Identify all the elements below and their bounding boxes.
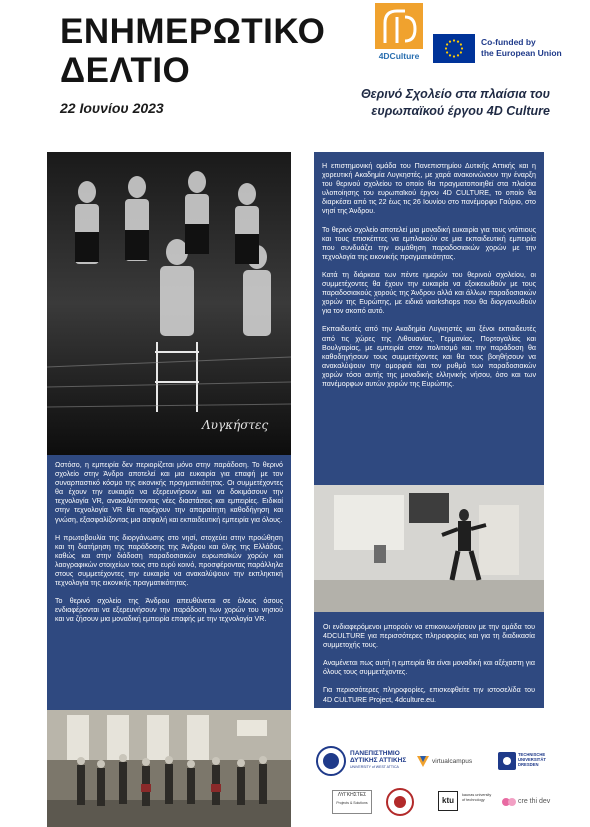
eu-line-1: Co-funded by	[481, 37, 536, 47]
4dculture-logo-text: 4DCulture	[378, 51, 420, 61]
vr-demo-image	[314, 485, 544, 612]
dance-troupe-image	[47, 152, 291, 455]
eu-cofunded-badge	[433, 34, 583, 64]
left-text-panel	[47, 455, 291, 710]
paragraph: Αναμένεται πως αυτή η εμπειρία θα είναι μοναδική και αξέχαστη για όλους τους συμμετέχοντες.	[323, 659, 535, 677]
virtualcampus-logo: virtualcampus	[432, 758, 473, 765]
4dculture-logo-icon	[375, 3, 423, 49]
group-dance-image	[47, 710, 291, 827]
partner-logos	[312, 744, 590, 827]
group-dance-photo	[47, 710, 291, 827]
eu-flag-icon	[433, 34, 475, 63]
subtitle-line-2: ευρωπαϊκού έργου 4D Culture	[371, 104, 550, 118]
uniwa-logo	[350, 750, 406, 771]
4dculture-logo	[375, 3, 423, 67]
subtitle-line-1: Θερινό Σχολείο στα πλαίσια του	[360, 87, 550, 101]
uniwa-line-1: ΠΑΝΕΠΙΣΤΗΜΙΟ	[350, 750, 400, 757]
virtualcampus-icon	[416, 754, 430, 768]
title-line-1: ΕΝΗΜΕΡΩΤΙΚΟ	[60, 12, 326, 51]
vr-demo-photo	[314, 485, 544, 612]
ktu-subtitle: kaunas university of technology	[462, 793, 492, 802]
dance-photo-caption: Λυγκήστες	[202, 418, 269, 432]
newsletter-subtitle	[300, 86, 550, 120]
uniwa-line-3: UNIVERSITY of WEST ATTICA	[350, 765, 399, 769]
paragraph: Ωστόσο, η εμπειρία δεν περιορίζεται μόνο στην παράδοση. Το θερινό σχολείο στην Άνδρο αποτελεί και μια ευκαιρία για επαφή με τον συναρπαστικό κόσμο της εικονικής πραγματικότητας. Οι συμμετέχοντες θα έχουν την ευκαιρία να εξερευνήσουν και να δοκιμάσουν την τεχνολογία VR, ανακαλύπτοντας νέες διαστάσεις και εμπειρίες. Ειδικοί στην τεχνολογία VR θα παρέχουν την απαραίτητη καθοδήγηση και γνώση, εξασφαλίζοντας μια ασφαλή και εκπαιδευτική εμπειρία για όλους.	[55, 461, 283, 524]
title-line-2: ΔΕΛΤΙΟ	[60, 51, 191, 90]
uniwa-line-2: ΔΥΤΙΚΗΣ ΑΤΤΙΚΗΣ	[350, 757, 407, 764]
tud-line-2: UNIVERSITÄT	[518, 757, 546, 762]
lygkistes-text: ΛΥΓΚΗΣΤΕΣ	[337, 792, 367, 798]
paragraph: Οι ενδιαφερόμενοι μπορούν να επικοινωνήσουν με την ομάδα του 4DCULTURE για περισσότερες πληροφορίες και για τη διαδικασία συμμετοχής τους.	[323, 623, 535, 650]
right-bottom-text-panel	[314, 612, 544, 708]
right-top-text-panel	[314, 152, 544, 485]
crethidev-logo: cre thi dev	[518, 798, 551, 805]
lygkistes-logo	[332, 790, 372, 814]
eu-line-2: the European Union	[481, 48, 562, 58]
tud-line-3: DRESDEN	[518, 762, 539, 767]
publication-date: 22 Ιουνίου 2023	[60, 100, 164, 116]
uniwa-seal-icon	[316, 746, 346, 776]
dance-troupe-photo	[47, 152, 291, 455]
paragraph: Η επιστημονική ομάδα του Πανεπιστημίου Δυτικής Αττικής και η χορευτική Ακαδημία Λυγκηστές, με χαρά ανακοινώνουν την έναρξη του θερινού σχολείου το οποίο θα πραγματοποιηθεί στα πλαίσια υλοποίησης του ευρωπαϊκού έργου 4D CULTURE, το οποίο θα διαρκέσει από τις 22 έως τις 26 Ιουνίου στο πανέμορφο Γαύριο, στο νησί της Άνδρου.	[322, 162, 536, 216]
paragraph: Η πρωτοβουλία της διοργάνωσης στο νησί, στοχεύει στην προώθηση και τη διατήρηση της παράδοσης της Άνδρου και όλης της Ελλάδας, καθώς και στην διάδοση παραδοσιακών ευρωπαϊκών χορών και λαογραφικών στοιχείων τους στο ευρύ κοινό, προσφέροντας παράλληλα στους συμμετέχοντες την ευκαιρία να ανακαλύψουν την εκπληκτική τεχνολογία της εικονικής πραγματικότητας.	[55, 533, 283, 588]
eu-cofunded-text	[481, 37, 562, 59]
crethidev-icon	[502, 796, 516, 808]
projects-text: Projects & Solutions	[336, 801, 368, 805]
paragraph: Κατά τη διάρκεια των πέντε ημερών του θερινού σχολείου, οι συμμετέχοντες θα έχουν την ευκαιρία να εξοικειωθούν με τους παραδοσιακούς χορούς της Άνδρου αλλά και άλλων παραδοσιακών χορών της Ευρώπης, με ειδικά workshops που θα διοργανωθούν για τον σκοπό αυτό.	[322, 270, 536, 316]
ktu-logo: ktu	[438, 791, 458, 811]
page-title	[60, 12, 326, 90]
paragraph: Εκπαιδευτές από την Ακαδημία Λυγκηστές και ξένοι εκπαιδευτές από τις χώρες της Λιθουανίας, Γερμανίας, Πορτογαλίας και Βουλγαρίας, με εμπειρία στον πολιτισμό και την παράδοση θα καθοδηγήσουν τους συμμετέχοντες και θα τους βοηθήσουν να ανακαλύψουν την ομορφιά και τον ρυθμό των παραδοσιακών χορών τόσο αυτής της μοναδικής ελληνικής νήσου, όσο και των πανέμορφων αυτών χορών της Ευρώπης.	[322, 325, 536, 388]
tud-line-1: TECHNISCHE	[518, 752, 546, 757]
tud-logo	[518, 752, 546, 767]
academy-seal-icon	[386, 788, 414, 816]
paragraph: Για περισσότερες πληροφορίες, επισκεφθείτε την ιστοσελίδα του 4D CULTURE Project, 4dculture.eu.	[323, 686, 535, 704]
paragraph: Το θερινό σχολείο της Άνδρου απευθύνεται σε όλους όσους ενδιαφέρονται να εξερευνήσουν την παράδοση των χορών του νησιού και να ζήσουν μια μοναδική εμπειρία επαφής με την τεχνολογία VR.	[55, 597, 283, 624]
tud-logo-icon	[498, 752, 516, 770]
paragraph: Το θερινό σχολείο αποτελεί μια μοναδική ευκαιρία για τους ντόπιους και τους επισκέπτες να εμπλακούν σε μια εκπαιδευτική εμπειρία που συνδυάζει την εκμάθηση παραδοσιακών χορών με την τεχνολογία της εικονικής πραγματικότητας.	[322, 225, 536, 261]
